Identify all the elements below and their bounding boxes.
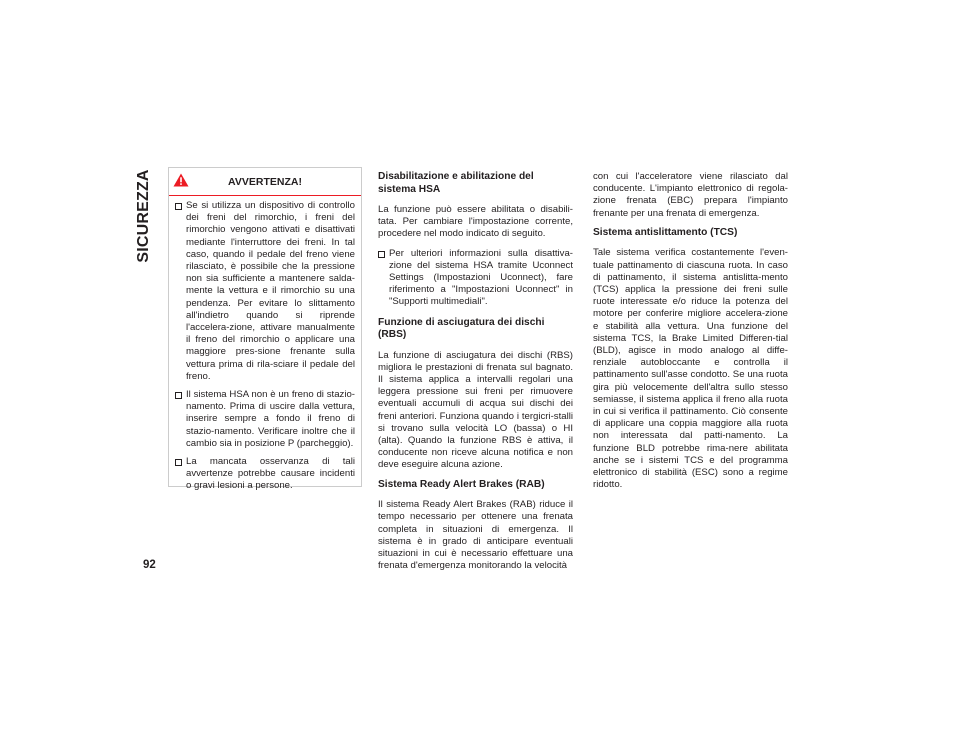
text-column-middle: [378, 171, 573, 579]
square-bullet-icon: [378, 251, 385, 258]
warning-item: [175, 200, 355, 383]
rab-heading: Sistema Ready Alert Brakes (RAB): [378, 478, 545, 490]
warning-item: [175, 456, 355, 493]
warning-header: [169, 168, 361, 196]
square-bullet-icon: [175, 203, 182, 210]
hsa-bullet-text: Per ulteriori informazioni sulla disattiva-zione del sistema HSA tramite Uconnect Settings (Impostazioni Uconnect), fare riferimento a "Impostazioni Uconnect" in "Supporti multimediali".: [389, 247, 573, 308]
rab-text-continued: con cui l'acceleratore viene rilasciato dal conducente. L'impianto elettronico di regola-zione frenata (EBC) prepara l'impianto frenante per una frenata di emergenza.: [593, 171, 788, 219]
tcs-text: Tale sistema verifica costantemente l'even-tuale pattinamento di ciascuna ruota. In caso di pattinamento, il sistema antislitta-mento (TCS) applica la pressione dei freni sulle ruote interessate e/o riduce la potenza del motore per conferire migliore accelera-zione e stabilità alla vettura. Una funzione del sistema TCS, la Brake Limited Differen-tial (BLD), agisce in modo analogo al diffe-renziale autobloccante e controlla il pattinamento sull'asse condotto. Se una ruota gira più velocemente dell'altra sullo stesso semiasse, il sistema applica il freno alla ruota in cui si verifica il pattinamento. Ciò consente di applicare una coppia maggiore alla ruota non interessata dal patti-namento. La funzione BLD potrebbe rima-nere abilitata anche se i sistemi TCS e del programma elettronico di stabilità (ESC) sono a regime ridotto.: [593, 247, 788, 491]
hsa-intro: La funzione può essere abilitata o disabili-tata. Per cambiare l'impostazione corrente, procedere nel modo indicato di seguito.: [378, 204, 573, 240]
rab-text: Il sistema Ready Alert Brakes (RAB) riduce il tempo necessario per ottenere una frenata completa in situazioni di emergenza. Il sistema è in grado di anticipare eventuali situazioni in cui è necessario effettuare una frenata d'emergenza monitorando la velocità: [378, 499, 573, 572]
warning-item: [175, 389, 355, 450]
rbs-text: La funzione di asciugatura dei dischi (RBS) migliora le prestazioni di frenata sul bagnato. Il sistema applica a intervalli regolari una leggera pressione sui freni per rimuovere eventuali accumuli di acqua sui dischi dei freni anteriori. Funziona quando i tergicri-stalli si trovano sulla velocità LO (bassa) o HI (alta). Quando la funzione RBS è attiva, il conducente non riceve alcuna notifica e non deve eseguire alcuna azione.: [378, 349, 573, 471]
tcs-heading: Sistema antislittamento (TCS): [593, 226, 738, 238]
hsa-heading: Disabilitazione e abilitazione del sistema HSA: [378, 171, 534, 195]
warning-title: AVVERTENZA!: [228, 176, 302, 188]
page-number: 92: [143, 559, 156, 571]
section-title: SICUREZZA: [135, 169, 152, 263]
warning-triangle-icon: [173, 173, 189, 187]
warning-item-text: Il sistema HSA non è un freno di stazio-namento. Prima di uscire dalla vettura, inserire sempre a fondo il freno di stazio-namento. Verificare inoltre che il cambio sia in posizione P (parcheggio).: [186, 389, 355, 449]
square-bullet-icon: [175, 392, 182, 399]
warning-body: [169, 196, 361, 493]
warning-item-text: La mancata osservanza di tali avvertenze potrebbe causare incidenti o gravi lesioni a persone.: [186, 456, 355, 492]
warning-item-text: Se si utilizza un dispositivo di controllo dei freni del rimorchio, i freni del rimorchio vengono attivati e disattivati mediante l'interruttore dei freni. In tal caso, quando il pedale del freno viene rilasciato, è possibile che la pressione non sia sufficiente a mantenere salda-mente la vettura e il rimorchio su una pendenza. Per evitare lo slittamento all'indietro quando si riprende l'accelera-zione, attivare manualmente il freno del rimorchio o applicare una maggiore pres-sione frenante sulla vettura prima di rila-sciare il pedale del freno.: [186, 200, 355, 382]
text-column-right: [593, 171, 788, 498]
hsa-bullet: [378, 248, 573, 309]
warning-box: [168, 167, 362, 492]
square-bullet-icon: [175, 459, 182, 466]
section-title-tab: [132, 170, 156, 262]
rbs-heading: Funzione di asciugatura dei dischi (RBS): [378, 316, 545, 341]
